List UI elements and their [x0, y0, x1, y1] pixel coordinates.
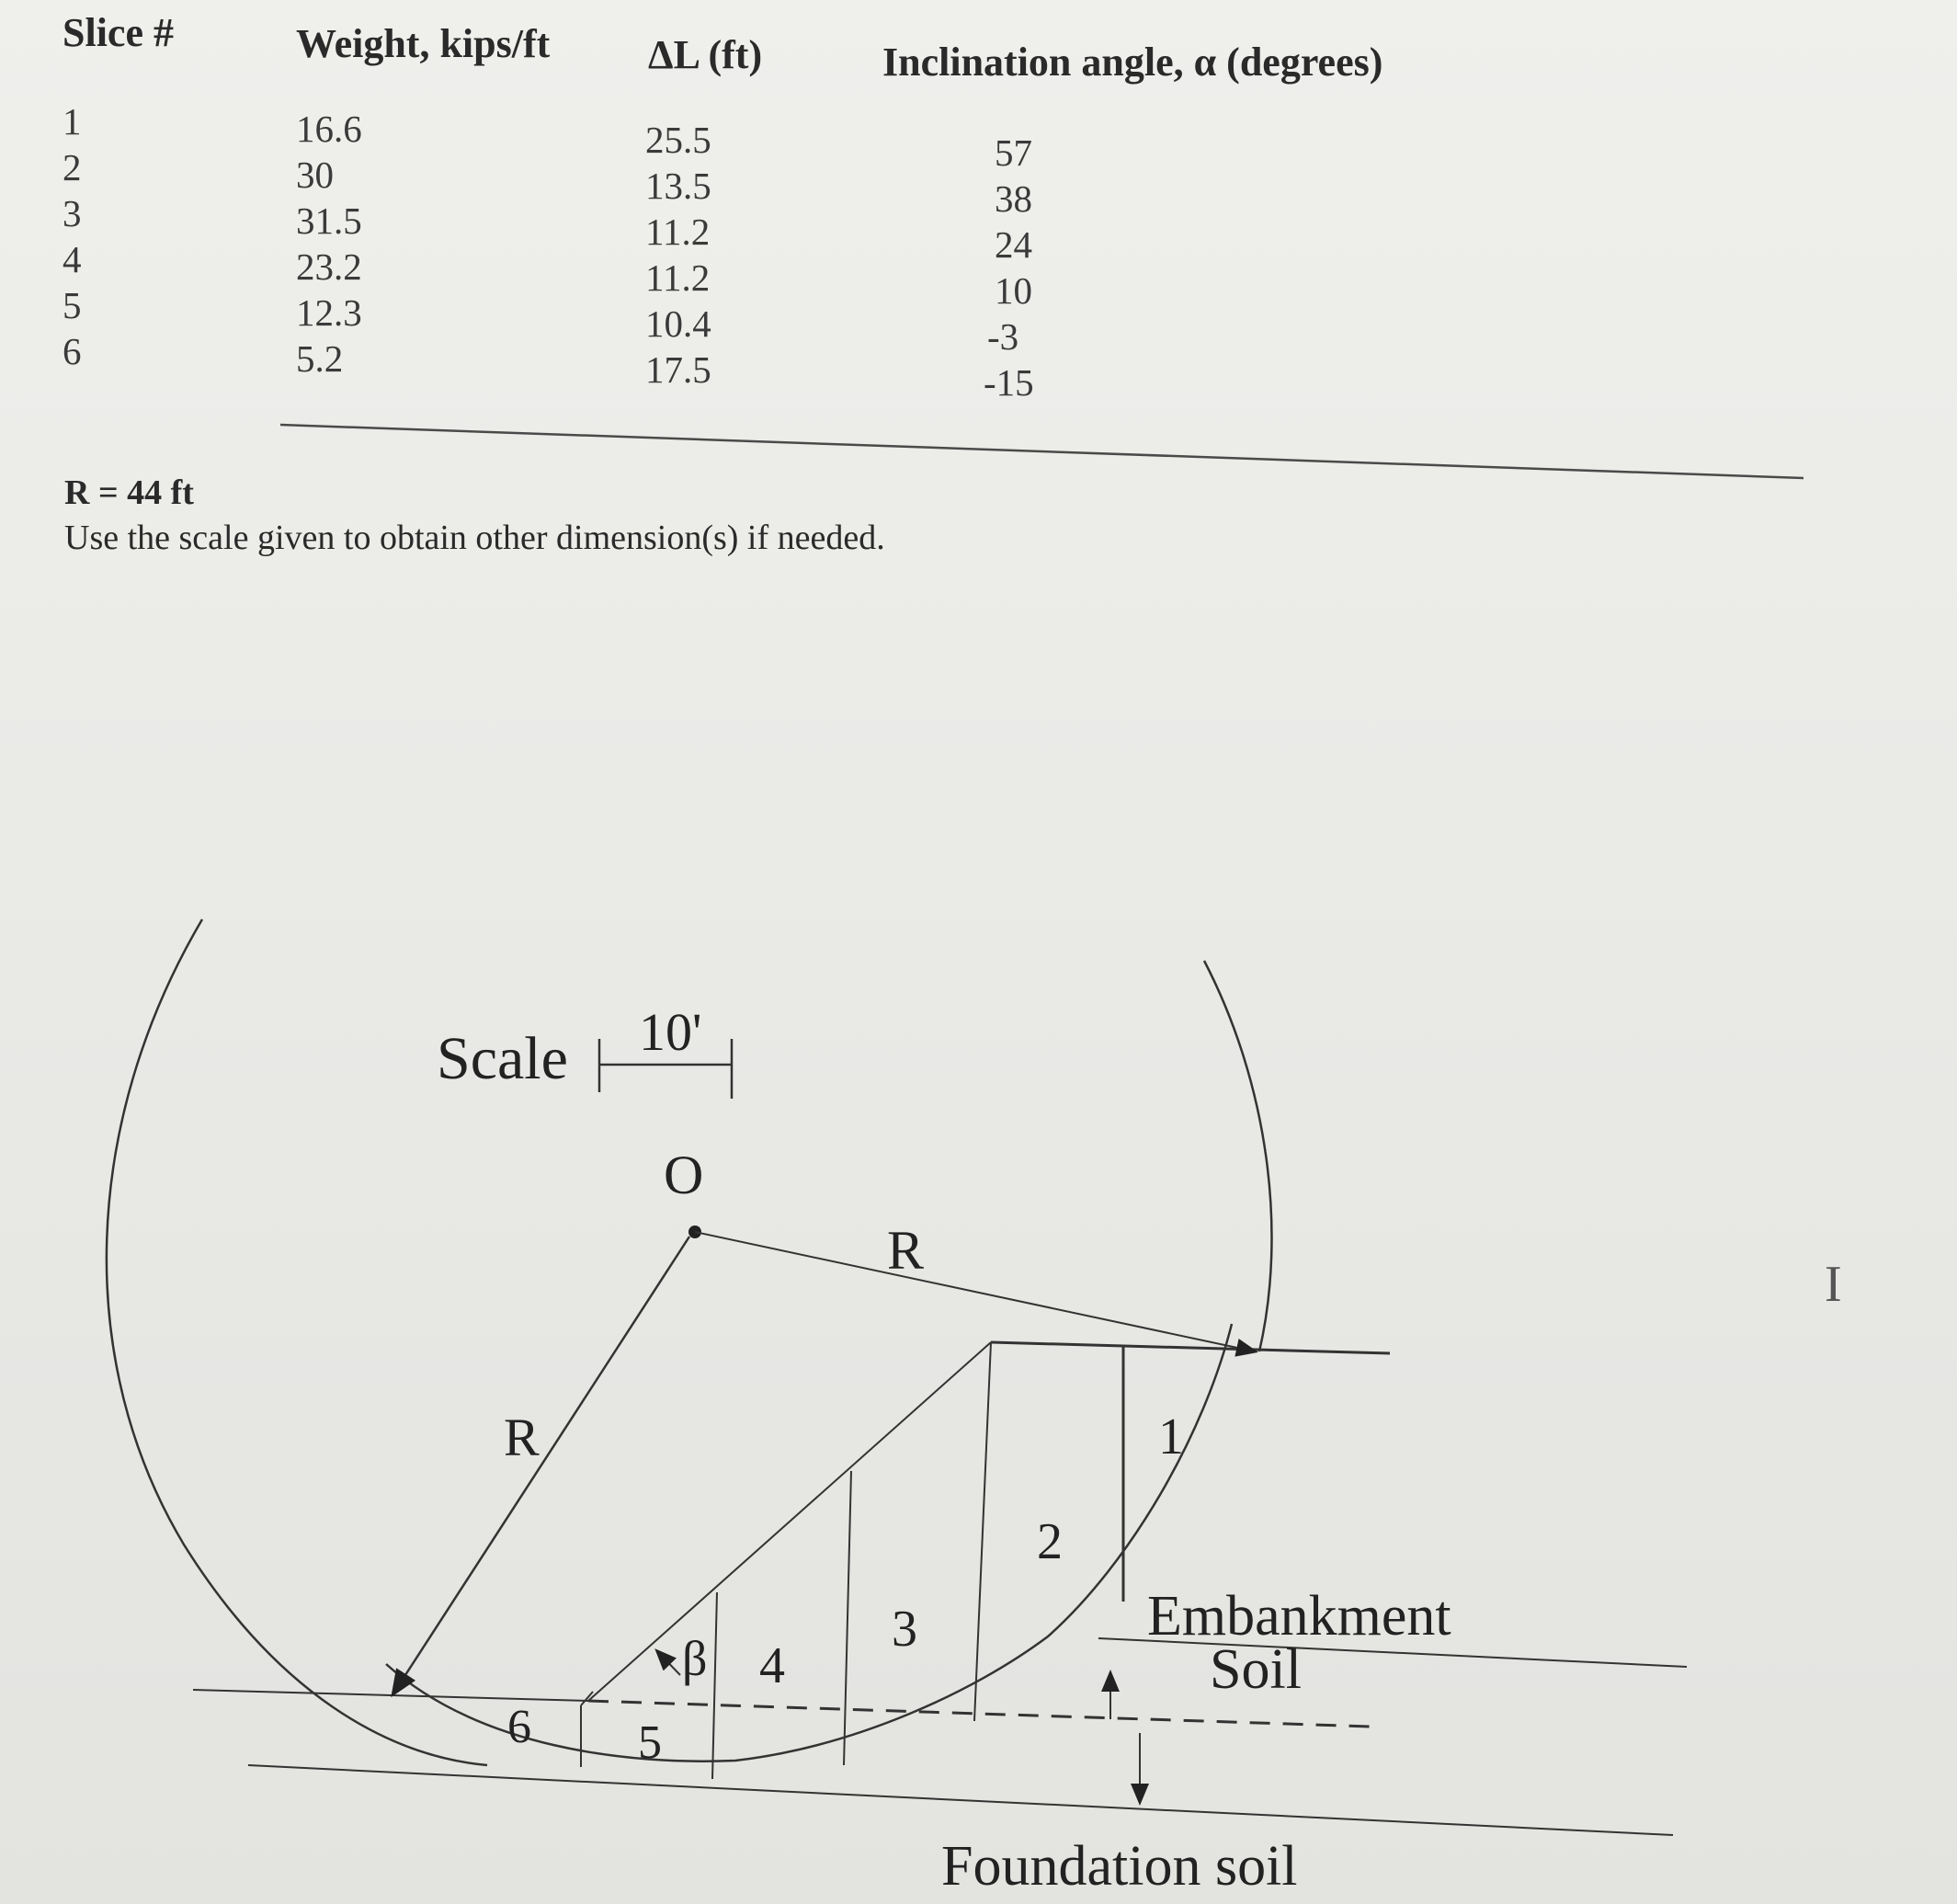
interface-dashed-line: [588, 1701, 1370, 1727]
slice-label-6: 6: [507, 1701, 531, 1753]
failure-circle-right-arc: [1204, 961, 1272, 1351]
cell-weight-4: 23.2: [296, 245, 362, 288]
slice-label-3: 3: [892, 1601, 917, 1658]
slice-label-1: 1: [1158, 1408, 1184, 1465]
cell-slice-2: 2: [63, 146, 82, 188]
instruction-note: Use the scale given to obtain other dimension(s) if needed.: [64, 519, 885, 557]
radius-line-left: [393, 1237, 689, 1693]
cell-weight-6: 5.2: [296, 337, 344, 380]
header-slice: Slice #: [63, 10, 174, 55]
slice-label-4: 4: [759, 1637, 785, 1694]
cell-weight-1: 16.6: [296, 108, 362, 150]
foundation-line: [248, 1765, 1673, 1835]
slice-label-5: 5: [638, 1716, 662, 1769]
cell-alpha-3: 24: [995, 223, 1032, 266]
cell-dl-6: 17.5: [645, 348, 711, 391]
slope-stability-figure: [0, 883, 1957, 1904]
radius-label-top: R: [887, 1220, 925, 1281]
cell-alpha-6: -15: [984, 361, 1034, 404]
cell-slice-6: 6: [63, 330, 82, 372]
cell-dl-2: 13.5: [645, 165, 711, 207]
radius-line-right: [695, 1232, 1255, 1351]
slice-boundary-2: [974, 1342, 991, 1721]
header-weight: Weight, kips/ft: [296, 21, 551, 66]
cell-weight-2: 30: [296, 154, 334, 196]
header-delta-l: ΔL (ft): [648, 32, 763, 77]
crest-line: [991, 1342, 1390, 1353]
text-cursor-icon: I: [1825, 1256, 1842, 1313]
slice-boundary-3: [844, 1471, 851, 1765]
cell-dl-5: 10.4: [645, 302, 711, 345]
cell-alpha-2: 38: [995, 177, 1032, 220]
embankment-label: Embankment: [1147, 1585, 1451, 1647]
foundation-label: Foundation soil: [941, 1835, 1298, 1898]
cell-slice-4: 4: [63, 238, 82, 280]
radius-note: R = 44 ft: [64, 473, 194, 512]
cell-alpha-4: 10: [995, 269, 1032, 312]
scale-value: 10': [639, 1002, 702, 1062]
cell-dl-3: 11.2: [645, 211, 711, 253]
header-inclination: Inclination angle, α (degrees): [882, 40, 1383, 85]
cell-slice-3: 3: [63, 192, 82, 234]
cell-alpha-5: -3: [987, 315, 1019, 358]
cell-slice-5: 5: [63, 284, 82, 326]
cell-weight-5: 12.3: [296, 291, 362, 334]
center-label: O: [664, 1145, 704, 1205]
failure-circle-bottom-arc: [386, 1324, 1232, 1761]
soil-label: Soil: [1210, 1638, 1302, 1701]
beta-label: β: [682, 1631, 708, 1686]
cell-slice-1: 1: [63, 100, 82, 143]
radius-label-left: R: [504, 1408, 540, 1467]
toe-ground-line: [193, 1690, 588, 1701]
cell-dl-1: 25.5: [645, 119, 711, 161]
cell-alpha-1: 57: [995, 131, 1032, 174]
slice-boundary-4: [712, 1592, 717, 1779]
slope-face: [588, 1342, 991, 1701]
table-rule: [0, 0, 1957, 515]
scale-label: Scale: [437, 1025, 568, 1092]
slice-label-2: 2: [1037, 1513, 1063, 1570]
cell-weight-3: 31.5: [296, 200, 362, 242]
beta-arrow: [657, 1651, 680, 1675]
cell-dl-4: 11.2: [645, 257, 711, 299]
